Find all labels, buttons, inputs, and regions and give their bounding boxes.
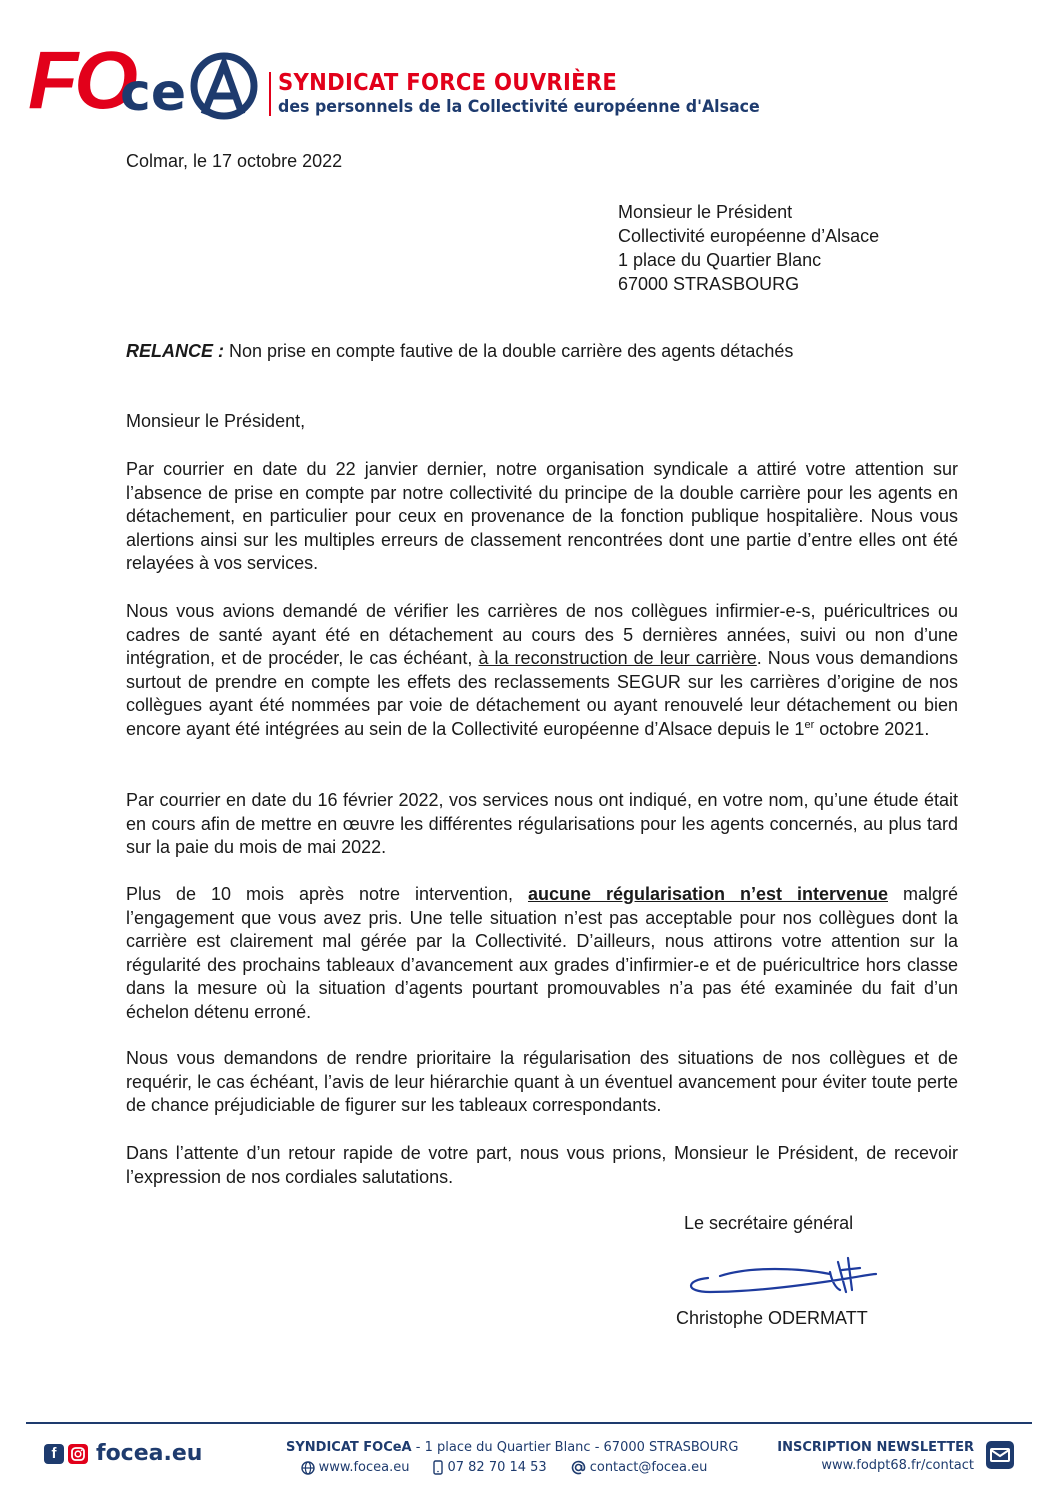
recipient-line: Monsieur le Président (618, 202, 793, 222)
signatory-name: Christophe ODERMATT (676, 1308, 868, 1328)
paragraph-6: Dans l’attente d’un retour rapide de votre part, nous vous prions, Monsieur le Président, de recevoir l’expression de nos cordiales salutations. (126, 1143, 958, 1187)
footer-contacts (286, 1460, 722, 1475)
letter-subject (126, 341, 793, 362)
newsletter-title: INSCRIPTION NEWSLETTER (777, 1440, 974, 1455)
letter-date: Colmar, le 17 octobre 2022 (126, 151, 343, 171)
paragraph-text: Plus de 10 mois après notre intervention, (126, 884, 528, 904)
recipient-address (618, 200, 879, 296)
globe-icon (301, 1461, 315, 1475)
facebook-glyph: f (51, 1445, 57, 1462)
footer-site-link[interactable]: focea.eu (96, 1441, 203, 1466)
instagram-icon[interactable] (68, 1444, 88, 1464)
paragraph-4 (126, 883, 958, 1024)
footer-contact-block (286, 1440, 739, 1475)
facebook-icon[interactable] (44, 1444, 64, 1464)
paragraph-2 (126, 600, 958, 741)
phone-icon (433, 1460, 443, 1475)
paragraph-1: Par courrier en date du 22 janvier dernier, notre organisation syndicale a attiré votre attention sur l’absence de prise en compte par notre collectivité du principe de la double carrière pour les agents en détachement, en particulier pour ceux en provenance de la fonction publique hospitalière. Nous vous alertions ainsi sur les multiples erreurs de classement rencontrées dont une partie d’entre elles ont été relayées à vos services. (126, 459, 958, 573)
footer-social (44, 1441, 202, 1466)
svg-text:ce: ce (120, 63, 187, 122)
underlined-text: à la reconstruction de leur carrière (478, 648, 757, 668)
header-subtitle: des personnels de la Collectivité européenne d'Alsace (278, 97, 760, 117)
signatory-title: Le secrétaire général (684, 1213, 854, 1233)
handwritten-signature (680, 1246, 880, 1306)
paragraph-text: Nous vous avions demandé de vérifier les carrières de nos collègues infirmier-e-s, puéricultrices ou cadres de santé ayant été en détachement au cours des 5 dernières années, suivi ou non d’une intégration, et de procéder, le cas échéant, (126, 601, 958, 668)
recipient-line: 1 place du Quartier Blanc (618, 250, 822, 270)
footer-phone-text: 07 82 70 14 53 (447, 1460, 547, 1475)
footer-phone[interactable] (433, 1460, 546, 1475)
focea-logo (28, 30, 260, 122)
footer-org-name: SYNDICAT FOCeA (286, 1440, 412, 1455)
svg-text:FO: FO (28, 35, 134, 122)
footer-email[interactable] (571, 1460, 708, 1475)
newsletter-block (777, 1440, 974, 1473)
footer-divider (26, 1422, 1032, 1424)
superscript: er (804, 718, 815, 731)
paragraph-text: . Nous vous demandions surtout de prendre en compte les effets des reclassements SEGUR sur les carrières d’origine de nos collègues ayant été nommées par voie de détachement ou ayant renouvelé leur détachement ou bien encore ayant été intégrées au sein de la Collectivité européenne d’Alsace depuis le 1 (126, 648, 958, 739)
footer-address (286, 1440, 739, 1455)
newsletter-link[interactable]: www.fodpt68.fr/contact (821, 1458, 974, 1473)
paragraph-text: malgré l’engagement que vous avez pris. Une telle situation n’est pas acceptable pour nos collègues dont la carrière est clairement mal gérée par la Collectivité. D’ailleurs, nous attirons votre attention sur la régularité des prochains tableaux d’avancement aux grades d’infirmier-e et de puéricultrice hors classe dans la mesure où la situation d’agents pourtant promouvables n’a pas été examinée du fait d’un échelon détenu erroné. (126, 884, 958, 1022)
at-icon (571, 1460, 586, 1475)
recipient-line: Collectivité européenne d’Alsace (618, 226, 880, 246)
paragraph-5: Nous vous demandons de rendre prioritaire la régularisation des situations de nos collègues et de requérir, le cas échéant, l’avis de leur hiérarchie quant à un éventuel avancement pour éviter toute perte de chance préjudiciable de figurer sur les tableaux correspondants. (126, 1048, 958, 1115)
subject-label: RELANCE : (126, 341, 224, 361)
salutation: Monsieur le Président, (126, 411, 306, 431)
paragraph-text: octobre 2021. (814, 718, 930, 739)
mail-icon[interactable] (986, 1441, 1014, 1469)
header-title: SYNDICAT FORCE OUVRIÈRE (278, 70, 618, 96)
footer-web[interactable] (301, 1460, 410, 1475)
paragraph-3: Par courrier en date du 16 février 2022, vos services nous ont indiqué, en votre nom, qu’une étude était en cours afin de mettre en œuvre les différentes régularisations pour les agents concernés, au plus tard sur la paie du mois de mai 2022. (126, 790, 958, 857)
footer-address-text: - 1 place du Quartier Blanc - 67000 STRASBOURG (411, 1440, 739, 1455)
footer-email-text: contact@focea.eu (589, 1460, 708, 1475)
recipient-line: 67000 STRASBOURG (618, 274, 800, 294)
subject-text: Non prise en compte fautive de la double carrière des agents détachés (224, 341, 794, 361)
footer-web-text: www.focea.eu (318, 1460, 410, 1475)
emphasized-text: aucune régularisation n’est intervenue (527, 884, 888, 904)
header-divider (269, 72, 271, 116)
